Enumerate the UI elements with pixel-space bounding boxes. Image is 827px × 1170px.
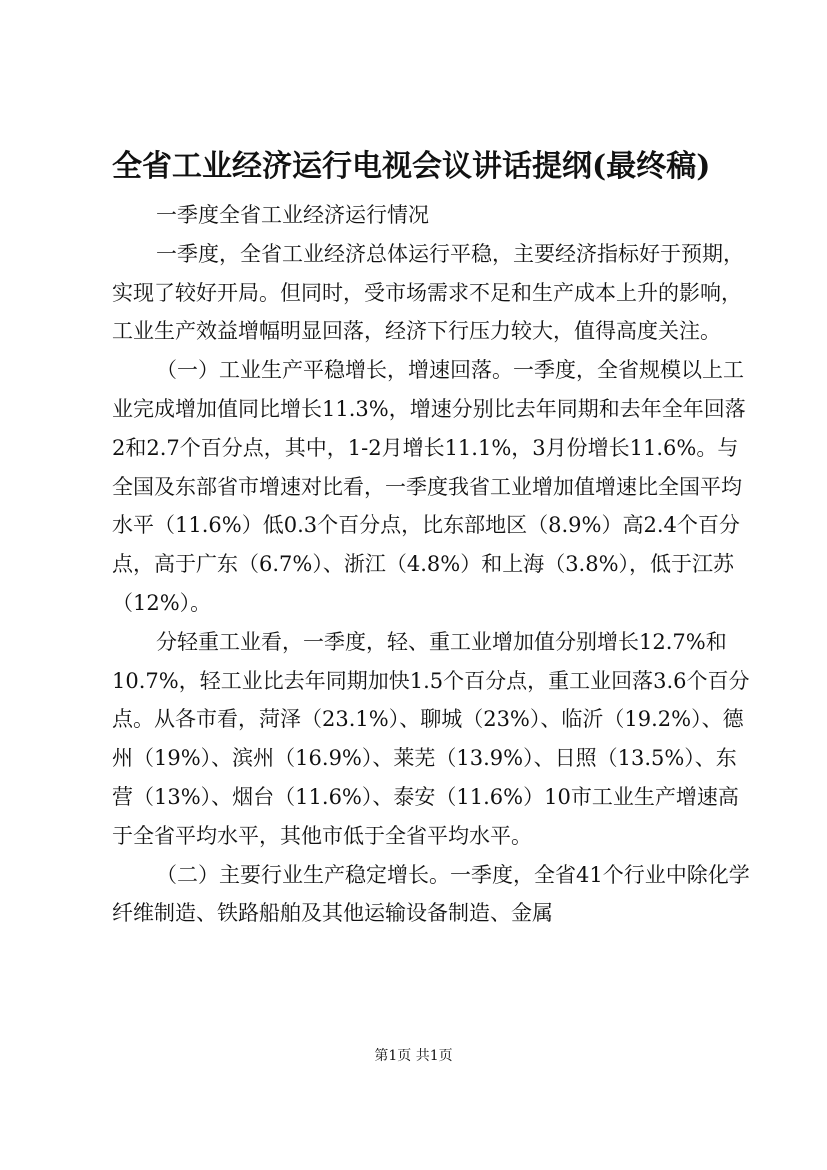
paragraph-industrial-growth: （一）工业生产平稳增长，增速回落。一季度，全省规模以上工业完成增加值同比增长11.3%，增速分别比去年同期和去年全年回落2和2.7个百分点，其中，1-2月增长11.1%，3月份增长11.6%。与全国及东部省市增速对比看，一季度我省工业增加值增速比全国平均水平（11.6%）低0.3个百分点，比东部地区（8.9%）高2.4个百分点，高于广东（6.7%）、浙江（4.8%）和上海（3.8%），低于江苏（12%）。 [112,358,746,615]
paragraph-light-heavy-industry: 分轻重工业看，一季度，轻、重工业增加值分别增长12.7%和10.7%，轻工业比去年同期加快1.5个百分点，重工业回落3.6个百分点。从各市看，菏泽（23.1%）、聊城（23%）、临沂（19.2%）、德州（19%）、滨州（16.9%）、莱芜（13.9%）、日照（13.5%）、东营（13%）、烟台（11.6%）、泰安（11.6%）10市工业生产增速高于全省平均水平，其他市低于全省平均水平。 [112,629,750,848]
page-footer: 第1页 共1页 [374,1048,453,1064]
document-title: 全省工业经济运行电视会议讲话提纲(最终稿) [112,149,711,184]
section-heading: 一季度全省工业经济运行情况 [156,203,429,227]
document-body [112,196,752,933]
paragraph-main-industries: （二）主要行业生产稳定增长。一季度，全省41个行业中除化学纤维制造、铁路船舶及其他运输设备制造、金属 [112,862,750,926]
paragraph-overview: 一季度，全省工业经济总体运行平稳，主要经济指标好于预期，实现了较好开局。但同时，受市场需求不足和生产成本上升的影响，工业生产效益增幅明显回落，经济下行压力较大，值得高度关注。 [112,241,744,344]
